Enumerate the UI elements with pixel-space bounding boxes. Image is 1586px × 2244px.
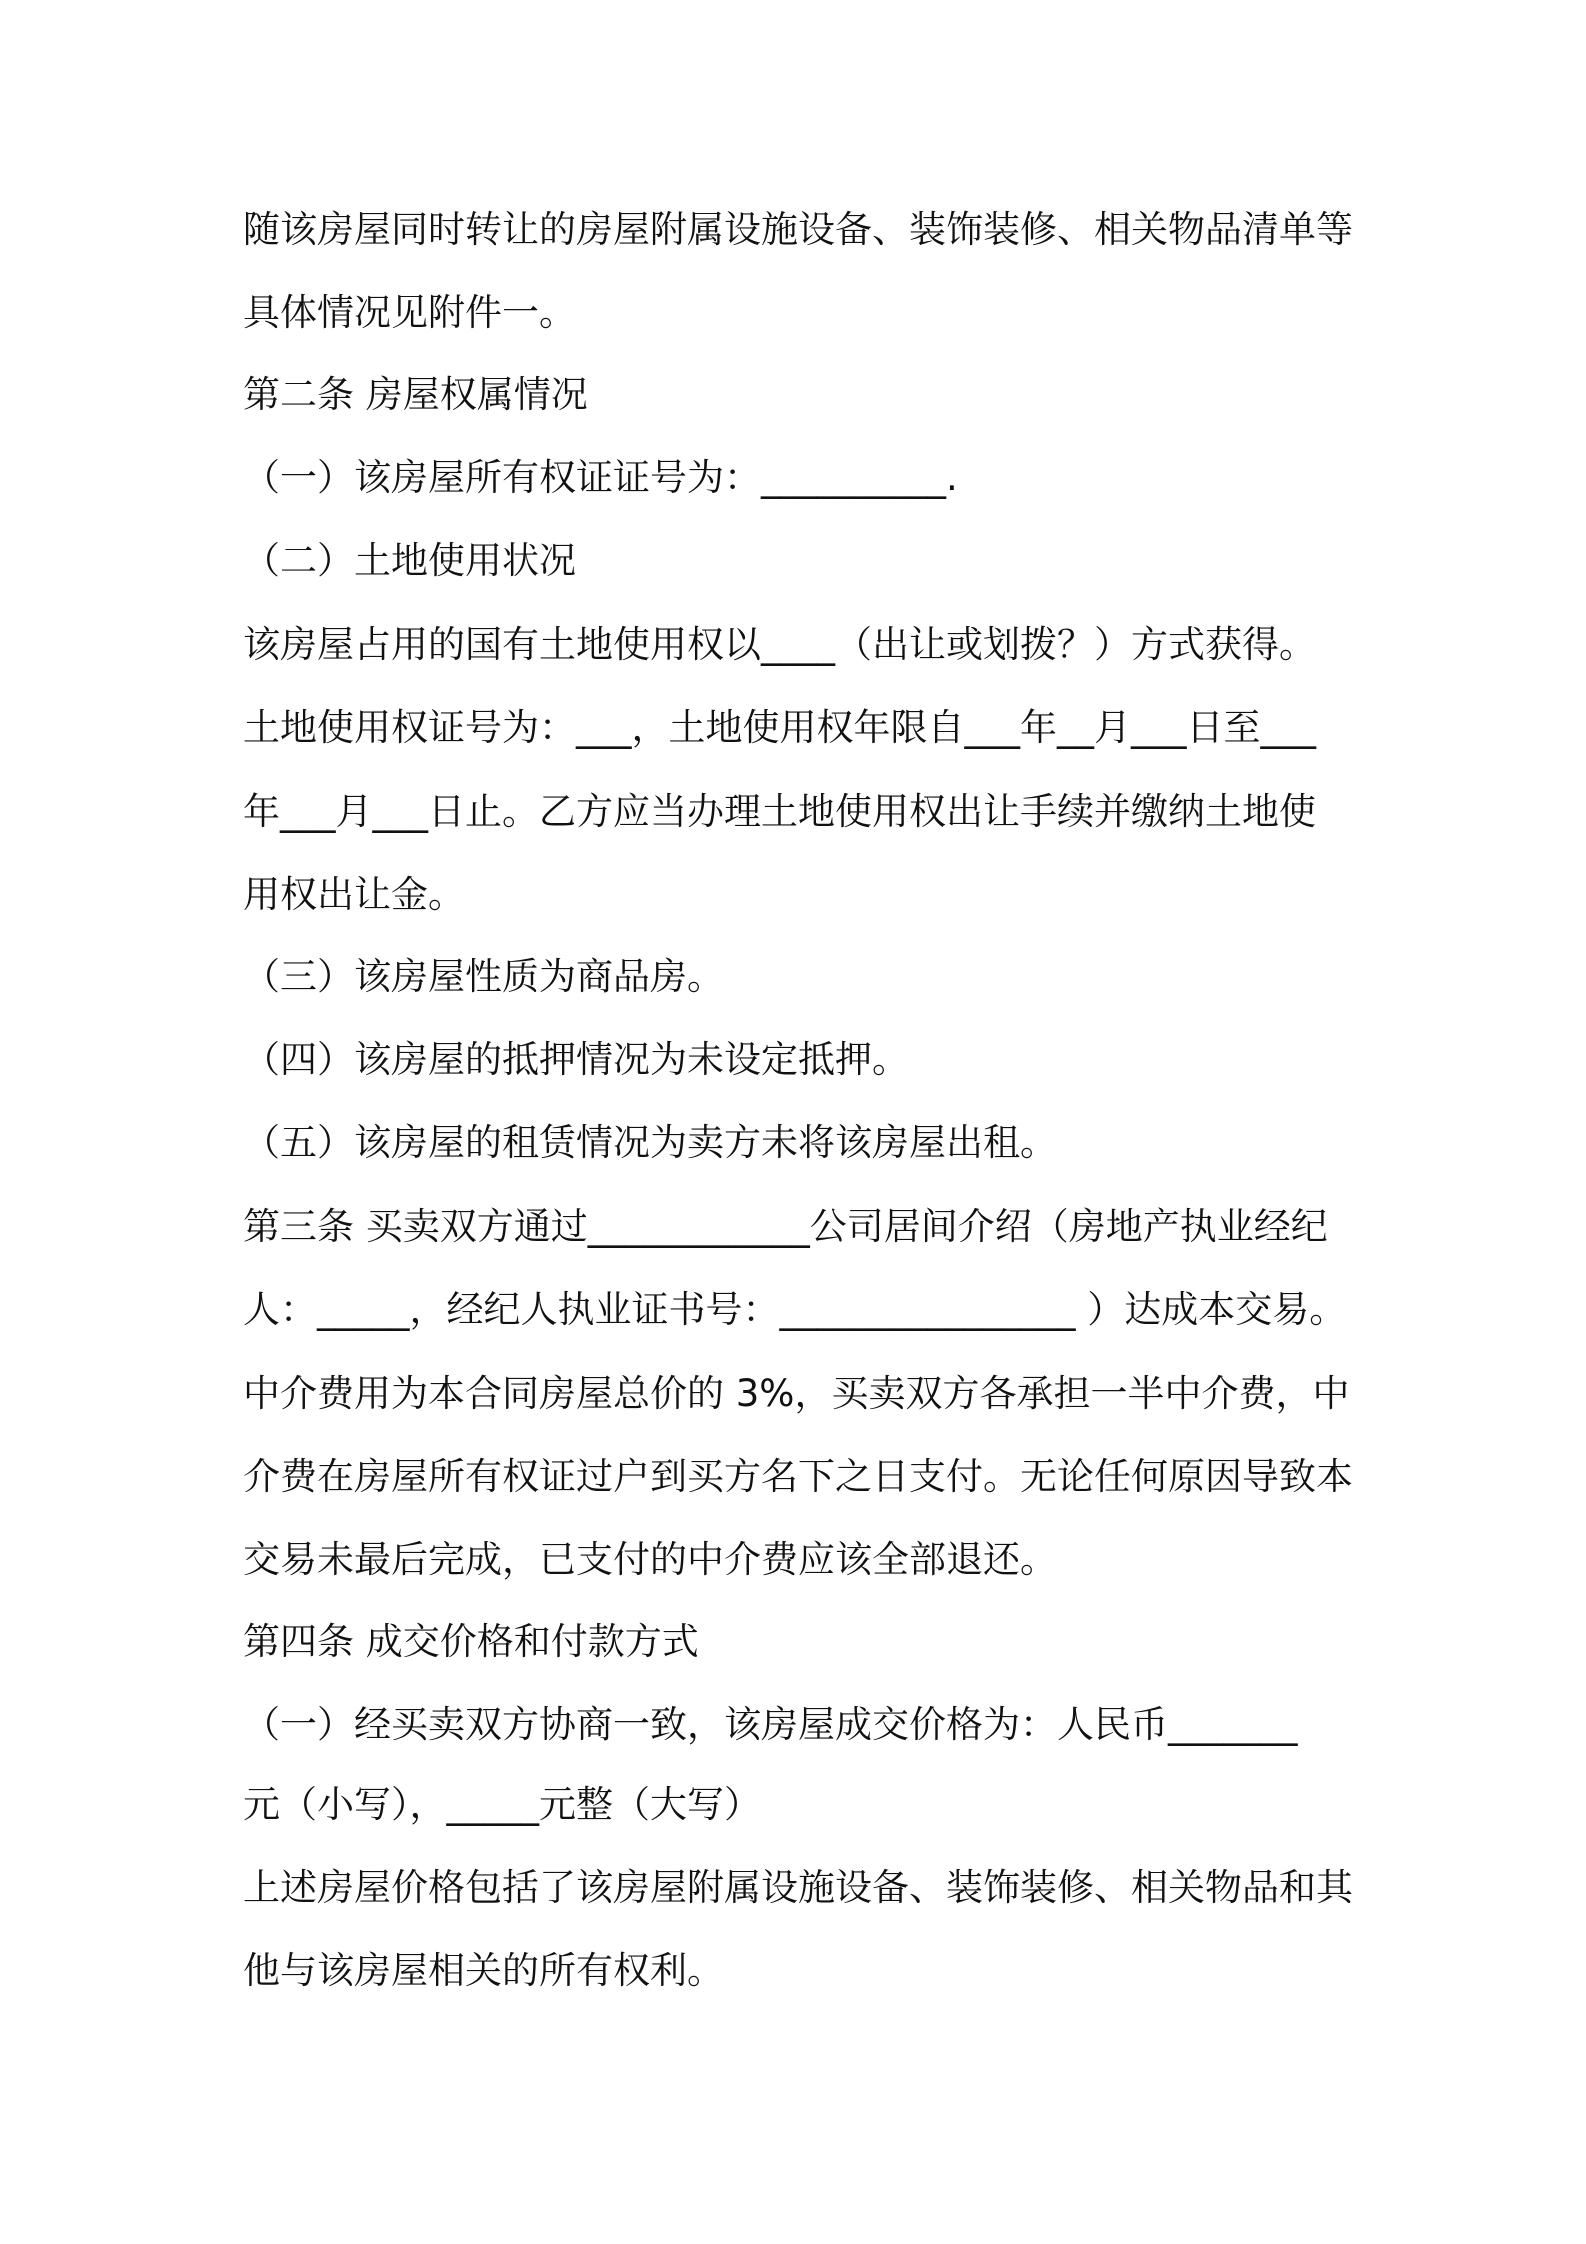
text-line: （三）该房屋性质为商品房。 [243,955,724,998]
article-heading: 第四条 成交价格和付款方式 [243,1620,699,1663]
text-line: 该房屋占用的国有土地使用权以____（出让或划拨？）方式获得。 [243,623,1316,666]
text-line: （二）土地使用状况 [243,539,576,582]
article-heading: 第三条 买卖双方通过____________公司居间介绍（房地产执业经纪 [243,1205,1328,1248]
text-line: 他与该房屋相关的所有权利。 [243,1949,724,1992]
text-line: （一）经买卖双方协商一致，该房屋成交价格为：人民币_______ [243,1703,1298,1746]
article-heading: 第二条 房屋权属情况 [243,373,588,416]
text-line: 人：_____，经纪人执业证书号：________________ ）达成本交易。 [243,1288,1347,1331]
text-line: （一）该房屋所有权证证号为：__________. [243,456,958,499]
text-line: 元（小写），_____元整（大写） [243,1783,761,1826]
text-line: 随该房屋同时转让的房屋附属设施设备、装饰装修、相关物品清单等 [243,208,1353,251]
text-line: （五）该房屋的租赁情况为卖方未将该房屋出租。 [243,1121,1057,1164]
text-line: 土地使用权证号为：___，土地使用权年限自___年__月___日至___ [243,706,1316,749]
text-line: 中介费用为本合同房屋总价的 3%，买卖双方各承担一半中介费，中 [243,1372,1350,1415]
text-line: 交易未最后完成，已支付的中介费应该全部退还。 [243,1538,1057,1581]
text-line: （四）该房屋的抵押情况为未设定抵押。 [243,1038,909,1081]
text-line: 用权出让金。 [243,873,465,916]
text-line: 年___月___日止。乙方应当办理土地使用权出让手续并缴纳土地使 [243,790,1316,833]
text-line: 具体情况见附件一。 [243,291,576,334]
text-line: 介费在房屋所有权证过户到买方名下之日支付。无论任何原因导致本 [243,1455,1353,1498]
text-line: 上述房屋价格包括了该房屋附属设施设备、装饰装修、相关物品和其 [243,1866,1353,1909]
